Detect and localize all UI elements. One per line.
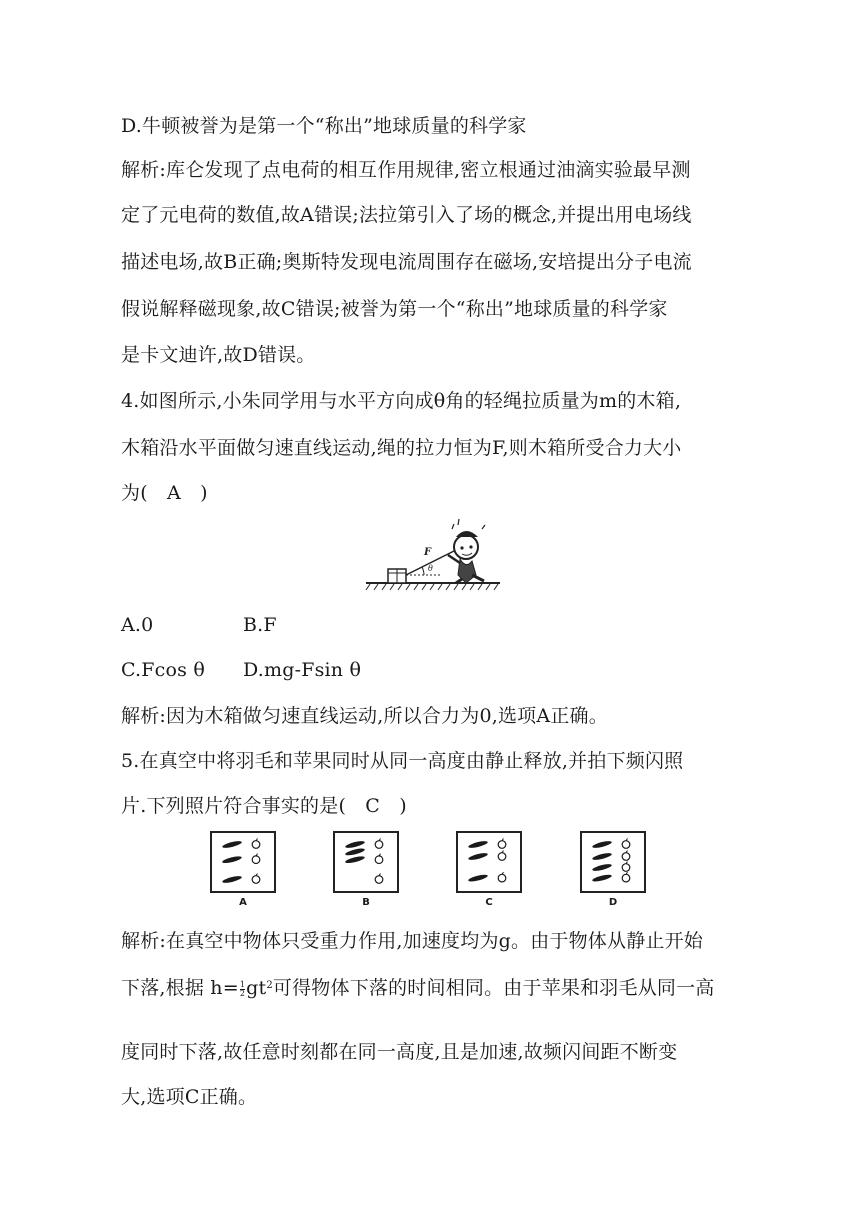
feather-1 xyxy=(345,840,366,849)
apple-1 xyxy=(498,841,506,849)
option-a: A.0 xyxy=(121,614,154,636)
apple-1 xyxy=(252,841,260,849)
feather-3 xyxy=(345,855,366,864)
strobe-photo-b xyxy=(333,831,399,893)
feather-2 xyxy=(468,852,489,861)
option-d-line: D.牛顿被誉为是第一个“称出”地球质量的科学家 xyxy=(121,115,527,137)
feather-3 xyxy=(222,875,243,884)
feather-2 xyxy=(222,855,243,864)
strobe-photo-label-d: D xyxy=(608,897,618,908)
explanation-q3-line-4: 假说解释磁现象,故C错误;被誉为第一个“称出”地球质量的科学家 xyxy=(121,298,668,320)
formula-exponent: 2 xyxy=(266,980,273,991)
feather-1 xyxy=(592,840,613,849)
feather-2 xyxy=(345,847,366,856)
strobe-photo-c xyxy=(456,831,522,893)
option-b: B.F xyxy=(243,614,277,636)
question-5-line-1: 5.在真空中将羽毛和苹果同时从同一高度由静止释放,并拍下频闪照 xyxy=(121,750,684,772)
force-label: F xyxy=(424,547,432,558)
question-5-line-2: 片.下列照片符合事实的是( C ) xyxy=(121,795,407,817)
feather-4 xyxy=(592,873,613,882)
explanation-q5-line-1: 解析:在真空中物体只受重力作用,加速度均为g。由于物体从静止开始 xyxy=(121,930,704,952)
explanation-q5-line-2 xyxy=(121,976,715,1000)
option-d: D.mg-Fsin θ xyxy=(243,659,362,681)
explanation-q3-line-5: 是卡文迪许,故D错误。 xyxy=(121,344,316,366)
feather-3 xyxy=(468,873,489,882)
explanation-q3-line-3: 描述电场,故B正确;奥斯特发现电流周围存在磁场,安培提出分子电流 xyxy=(121,251,692,273)
angle-label: θ xyxy=(428,564,433,573)
question-4-line-1: 4.如图所示,小朱同学用与水平方向成θ角的轻绳拉质量为m的木箱, xyxy=(121,390,682,412)
apple-3 xyxy=(498,874,506,882)
feather-1 xyxy=(222,840,243,849)
fraction-one-half xyxy=(240,981,245,998)
question-4-line-3: 为( A ) xyxy=(121,482,208,504)
feather-2 xyxy=(592,852,613,861)
explanation-q5-line-4: 大,选项C正确。 xyxy=(121,1086,258,1108)
option-c: C.Fcos θ xyxy=(121,659,205,681)
explanation-q5-line-3: 度同时下落,故任意时刻都在同一高度,且是加速,故频闪间距不断变 xyxy=(121,1041,678,1063)
fraction-numerator: 1 xyxy=(239,979,246,989)
apple-3 xyxy=(622,864,630,872)
feather-1 xyxy=(468,840,489,849)
explanation-q3-line-2: 定了元电荷的数值,故A错误;法拉第引入了场的概念,并提出用电场线 xyxy=(121,204,692,226)
apple-1 xyxy=(375,841,383,849)
explanation-q5-line-2-start: 下落,根据 h= xyxy=(121,977,239,999)
strobe-photo-label-c: C xyxy=(485,897,493,908)
strobe-photo-label-b: B xyxy=(362,897,370,908)
apple-3 xyxy=(252,876,260,884)
strobe-photo-d xyxy=(580,831,646,893)
q4-pulling-box-figure xyxy=(362,515,504,595)
apple-2 xyxy=(252,856,260,864)
fraction-denominator: 2 xyxy=(239,988,246,998)
formula-gt: gt xyxy=(246,977,267,999)
apple-3 xyxy=(375,876,383,884)
apple-2 xyxy=(375,856,383,864)
feather-3 xyxy=(592,863,613,872)
explanation-q4: 解析:因为木箱做匀速直线运动,所以合力为0,选项A正确。 xyxy=(121,705,608,727)
explanation-q3-line-1: 解析:库仑发现了点电荷的相互作用规律,密立根通过油滴实验最早测 xyxy=(121,159,691,181)
strobe-photo-label-a: A xyxy=(239,897,247,908)
strobe-photo-a xyxy=(210,831,276,893)
apple-4 xyxy=(622,874,630,882)
q5-strobe-photos-figure xyxy=(210,831,650,913)
apple-2 xyxy=(498,853,506,861)
apple-2 xyxy=(622,853,630,861)
apple-1 xyxy=(622,841,630,849)
question-4-line-2: 木箱沿水平面做匀速直线运动,绳的拉力恒为F,则木箱所受合力大小 xyxy=(121,437,682,459)
explanation-q5-line-2-end: 可得物体下落的时间相同。由于苹果和羽毛从同一高 xyxy=(272,977,715,999)
